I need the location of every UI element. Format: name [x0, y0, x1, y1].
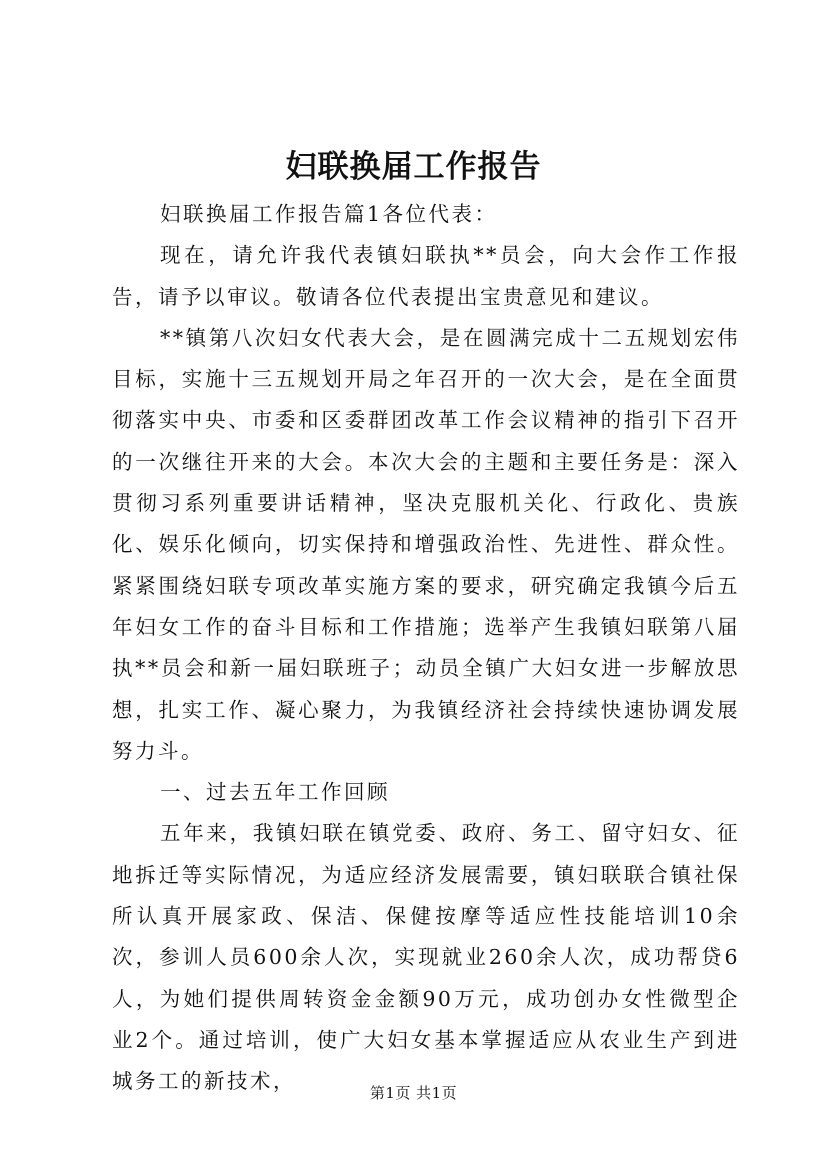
document-body [112, 194, 740, 1103]
page-footer: 第1页 共1页 [369, 1084, 458, 1102]
paragraph-opening: 现在，请允许我代表镇妇联执**员会，向大会作工作报告，请予以审议。敬请各位代表提出宝贵意见和建议。 [112, 243, 740, 309]
paragraph-intro: 妇联换届工作报告篇1各位代表： [160, 202, 498, 226]
document-title: 妇联换届工作报告 [285, 149, 542, 185]
paragraph-review: 五年来，我镇妇联在镇党委、政府、务工、留守妇女、征地拆迁等实际情况，为适应经济发展需要，镇妇联联合镇社保所认真开展家政、保洁、保健按摩等适应性技能培训10余次，参训人员600余人次，实现就业260余人次，成功帮贷6人，为她们提供周转资金金额90万元，成功创办女性微型企业2个。通过培训，使广大妇女基本掌握适应从农业生产到进城务工的新技术， [112, 821, 740, 1094]
section-heading: 一、过去五年工作回顾 [160, 780, 390, 805]
paragraph-congress: **镇第八次妇女代表大会，是在圆满完成十二五规划宏伟目标，实施十三五规划开局之年召开的一次大会，是在全面贯彻落实中央、市委和区委群团改革工作会议精神的指引下召开的一次继往开来的大会。本次大会的主题和主要任务是：深入贯彻习系列重要讲话精神，坚决克服机关化、行政化、贵族化、娱乐化倾向，切实保持和增强政治性、先进性、群众性。紧紧围绕妇联专项改革实施方案的要求，研究确定我镇今后五年妇女工作的奋斗目标和工作措施；选举产生我镇妇联第八届执**员会和新一届妇联班子；动员全镇广大妇女进一步解放思想，扎实工作、凝心聚力，为我镇经济社会持续快速协调发展努力斗。 [112, 325, 740, 763]
